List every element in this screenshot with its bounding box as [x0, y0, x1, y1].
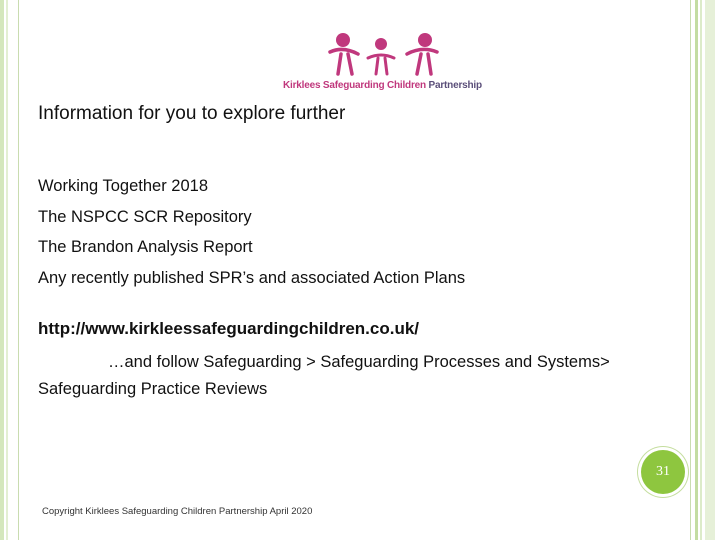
website-url[interactable]: http://www.kirkleessafeguardingchildren.co.uk/	[38, 319, 420, 338]
left-border-stripe	[0, 0, 4, 540]
right-border-stripe	[695, 0, 698, 540]
resource-item-spr-action-plans: Any recently published SPR’s and associated Action Plans	[38, 268, 466, 287]
resource-item-nspcc-repository: The NSPCC SCR Repository	[38, 207, 252, 226]
logo-text	[283, 80, 482, 91]
copyright-footer: Copyright Kirklees Safeguarding Children Partnership April 2020	[42, 506, 313, 517]
page-number-badge: 31	[641, 450, 685, 494]
follow-instructions	[38, 349, 678, 403]
resource-list	[38, 171, 465, 293]
resource-item-brandon-report: The Brandon Analysis Report	[38, 238, 253, 256]
follow-line-2: Safeguarding Practice Reviews	[38, 380, 268, 398]
follow-line-1: …and follow Safeguarding > Safeguarding Processes and Systems>	[108, 353, 610, 371]
left-border-stripe-thin	[6, 0, 8, 540]
logo-text-partnership: Partnership	[425, 80, 482, 91]
logo-text-name: Kirklees Safeguarding Children	[283, 80, 426, 91]
right-border-stripe-thin	[700, 0, 702, 540]
slide-heading: Information for you to explore further	[38, 103, 346, 124]
resource-item-working-together: Working Together 2018	[38, 177, 209, 195]
right-border-stripe-wide	[705, 0, 715, 540]
